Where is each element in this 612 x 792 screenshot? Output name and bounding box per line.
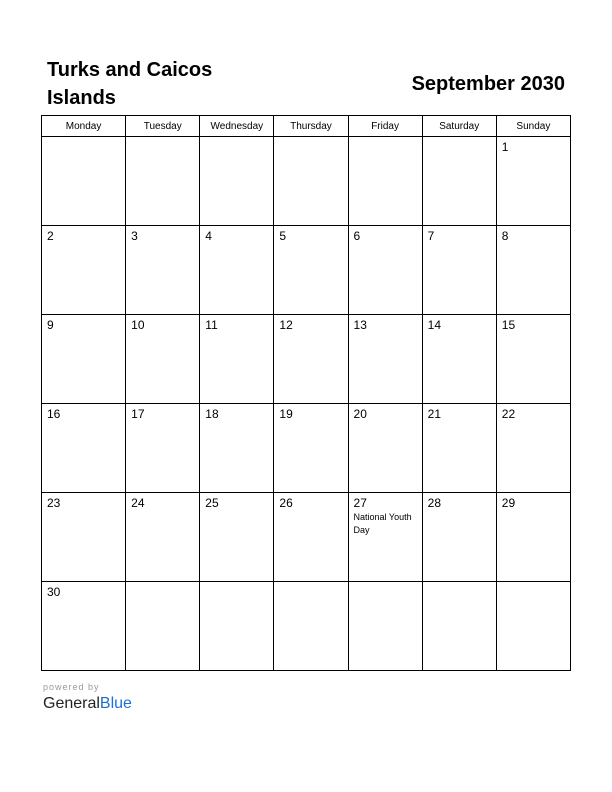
day-number: 30 <box>47 585 61 599</box>
day-cell <box>422 315 496 404</box>
day-number: 15 <box>501 318 516 332</box>
day-number: 14 <box>427 318 442 332</box>
day-number: 1 <box>501 140 509 154</box>
month-year-title: September 2030 <box>411 73 565 95</box>
day-number: 4 <box>205 229 212 243</box>
day-cell <box>200 226 274 315</box>
day-cell <box>126 137 200 226</box>
calendar-week-row <box>42 226 571 315</box>
day-number: 10 <box>131 318 145 332</box>
weekday-header-friday: Friday <box>348 116 422 137</box>
day-number: 21 <box>427 407 442 421</box>
day-number: 6 <box>353 229 361 243</box>
day-cell <box>274 226 348 315</box>
day-number <box>42 137 125 141</box>
calendar-week-row <box>42 315 571 404</box>
day-number <box>126 582 199 586</box>
day-number: 19 <box>279 407 293 421</box>
day-cell <box>42 226 126 315</box>
day-cell <box>126 404 200 493</box>
day-number: 5 <box>279 229 287 243</box>
day-cell <box>200 315 274 404</box>
weekday-header-tuesday: Tuesday <box>126 116 200 137</box>
calendar-week-row <box>42 404 571 493</box>
day-cell <box>42 315 126 404</box>
day-cell <box>422 404 496 493</box>
day-cell <box>126 315 200 404</box>
generalblue-logo <box>43 694 132 714</box>
calendar-week-row <box>42 493 571 582</box>
day-cell <box>496 315 570 404</box>
day-number <box>200 137 273 141</box>
day-cell <box>348 137 422 226</box>
day-cell <box>126 582 200 671</box>
weekday-header-saturday: Saturday <box>422 116 496 137</box>
weekday-header-thursday: Thursday <box>274 116 348 137</box>
day-cell <box>348 404 422 493</box>
day-cell <box>42 404 126 493</box>
logo-blue-text: Blue <box>99 695 132 712</box>
day-number: 29 <box>501 496 516 510</box>
day-cell <box>422 493 496 582</box>
day-cell <box>496 404 570 493</box>
day-number <box>423 137 496 141</box>
day-cell <box>348 582 422 671</box>
logo-general-text: General <box>43 695 100 712</box>
day-number <box>274 137 347 141</box>
weekday-header-monday: Monday <box>42 116 126 137</box>
day-number: 25 <box>205 496 219 510</box>
day-number: 24 <box>131 496 145 510</box>
day-number <box>423 582 496 586</box>
day-cell <box>126 226 200 315</box>
day-number: 7 <box>427 229 435 243</box>
day-number: 12 <box>279 318 293 332</box>
powered-by-label: powered by <box>43 682 100 692</box>
day-cell <box>274 582 348 671</box>
day-cell <box>274 137 348 226</box>
day-cell <box>422 582 496 671</box>
day-number: 22 <box>501 407 516 421</box>
day-number: 8 <box>501 229 509 243</box>
day-number: 17 <box>131 407 145 421</box>
day-number: 23 <box>47 496 61 510</box>
weekday-header-wednesday: Wednesday <box>200 116 274 137</box>
day-number: 9 <box>47 318 54 332</box>
day-number <box>349 582 422 586</box>
day-number <box>126 137 199 141</box>
day-number <box>274 582 347 586</box>
day-number <box>497 582 570 586</box>
day-number: 11 <box>205 318 218 332</box>
day-number <box>349 137 422 141</box>
day-number: 27 <box>353 496 367 510</box>
day-cell <box>496 582 570 671</box>
day-number: 20 <box>353 407 367 421</box>
calendar-week-row <box>42 582 571 671</box>
day-cell <box>496 226 570 315</box>
day-number: 28 <box>427 496 442 510</box>
day-cell <box>496 493 570 582</box>
day-cell <box>200 404 274 493</box>
day-cell <box>274 315 348 404</box>
day-number: 16 <box>47 407 61 421</box>
day-number: 13 <box>353 318 367 332</box>
day-cell <box>200 137 274 226</box>
day-cell <box>274 404 348 493</box>
day-number <box>200 582 273 586</box>
day-cell <box>422 137 496 226</box>
country-title: Turks and Caicos Islands <box>47 59 213 109</box>
day-cell <box>200 493 274 582</box>
calendar-grid <box>41 115 571 671</box>
weekday-header-sunday: Sunday <box>496 116 570 137</box>
day-cell <box>42 493 126 582</box>
day-number: 26 <box>279 496 293 510</box>
day-cell <box>274 493 348 582</box>
day-cell <box>422 226 496 315</box>
calendar-week-row <box>42 137 571 226</box>
footer-brand <box>43 681 132 714</box>
day-cell <box>42 137 126 226</box>
day-number: 2 <box>47 229 54 243</box>
day-cell <box>200 582 274 671</box>
day-cell <box>126 493 200 582</box>
holiday-label: National Youth Day <box>353 512 412 535</box>
day-cell <box>496 137 570 226</box>
day-number: 3 <box>131 229 138 243</box>
weekday-header-row <box>42 116 571 137</box>
day-number: 18 <box>205 407 219 421</box>
day-cell <box>42 582 126 671</box>
day-cell <box>348 493 422 582</box>
day-cell <box>348 315 422 404</box>
day-cell <box>348 226 422 315</box>
